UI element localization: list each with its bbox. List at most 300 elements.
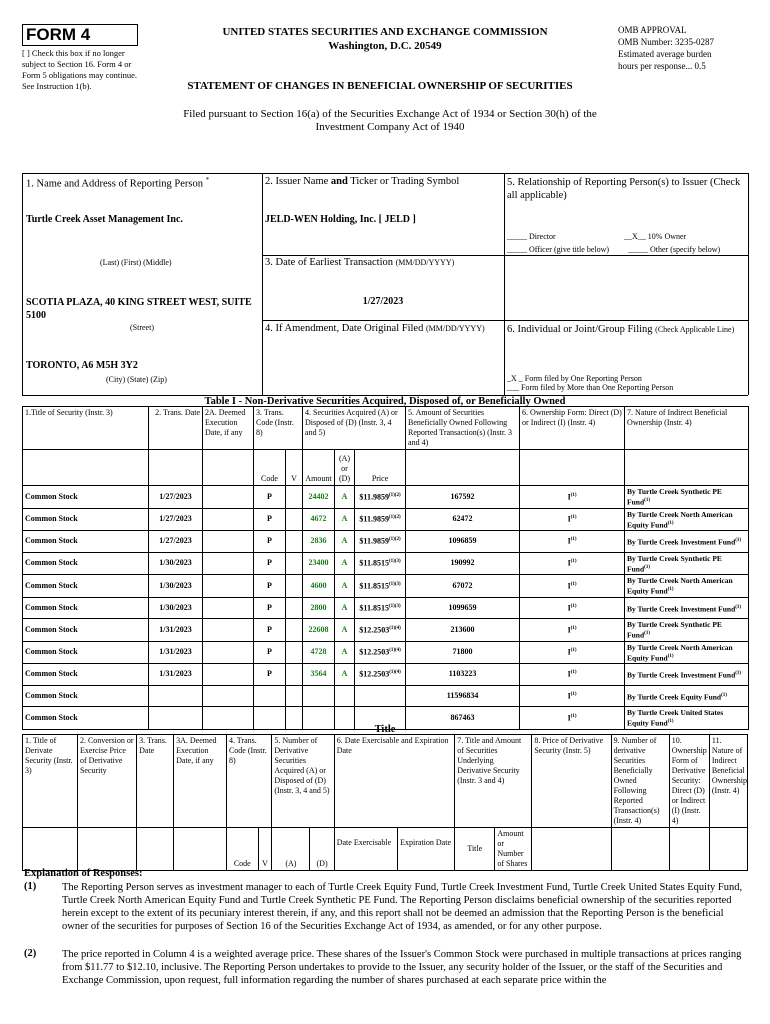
- row-ownership-form-text: I: [567, 559, 571, 569]
- row-ad-text: A: [341, 491, 348, 501]
- row-trans-date-text: 1/31/2023: [159, 624, 192, 634]
- row-form-footnote: (1): [570, 713, 577, 719]
- row-amount-text: 4600: [310, 580, 327, 590]
- row-nature: [625, 575, 749, 598]
- row-security-title-text: Common Stock: [25, 491, 78, 501]
- row-nature-text: By Turtle Creek North American Equity Fund: [627, 509, 733, 529]
- row-v: [286, 685, 303, 707]
- row-nature-text: By Turtle Creek Investment Fund: [627, 604, 736, 613]
- row-ownership-form-text: I: [567, 625, 571, 635]
- row-ownership-form: [520, 508, 625, 531]
- row-nature-footnote: (1): [667, 520, 674, 526]
- row-security-title-text: Common Stock: [25, 690, 78, 700]
- row-nature-text: By Turtle Creek North American Equity Fund: [627, 576, 733, 596]
- row-code: [254, 641, 286, 664]
- row-ownership-form-text: I: [567, 713, 571, 723]
- row-nature-footnote: (1): [735, 604, 742, 610]
- row-security-title: [23, 486, 149, 509]
- row-nature: [625, 641, 749, 664]
- row-price-footnote: (1)(3): [388, 581, 401, 587]
- table-row: [23, 486, 749, 509]
- t2-h8: 8. Price of Derivative Security (Instr. 5): [532, 735, 611, 828]
- row-code: [254, 619, 286, 642]
- row-v: [286, 641, 303, 664]
- row-owned-text: 71800: [452, 647, 473, 657]
- row-ad: [335, 508, 355, 531]
- table2-title: Title: [374, 724, 396, 735]
- row-deemed-date: [203, 552, 254, 575]
- row-price: [355, 552, 406, 575]
- row-ownership-form-text: I: [567, 537, 571, 547]
- row-ownership-form: [520, 486, 625, 509]
- row-deemed-date: [203, 508, 254, 531]
- row-price: [355, 597, 406, 619]
- row-ownership-form-text: I: [567, 603, 571, 613]
- row-v: [286, 508, 303, 531]
- row-owned-text: 1103223: [448, 669, 477, 679]
- row-nature-text: By Turtle Creek Synthetic PE Fund: [627, 553, 722, 573]
- t2-sub-date-ex: Date Exercisable: [334, 828, 397, 871]
- omb-box: [618, 24, 748, 72]
- agency-line2: Washington, D.C. 20549: [328, 40, 442, 52]
- row-deemed-date: [203, 531, 254, 553]
- box6-label: 6. Individual or Joint/Group Filing (Check Applicable Line): [507, 324, 735, 335]
- row-trans-date-text: 1/30/2023: [159, 602, 192, 612]
- row-security-title: [23, 552, 149, 575]
- row-owned-text: 867463: [450, 712, 475, 722]
- row-trans-date: [149, 552, 203, 575]
- row-owned-text: 1096859: [448, 536, 477, 546]
- table1-title: Table I - Non-Derivative Securities Acquired, Disposed of, or Beneficially Owned: [204, 396, 566, 407]
- row-nature-footnote: (1): [667, 719, 674, 724]
- t2-sub-code: Code: [226, 828, 258, 871]
- row-v: [286, 531, 303, 553]
- row-price: [355, 508, 406, 531]
- row-v: [286, 575, 303, 598]
- row-v: [286, 664, 303, 686]
- t1-sub-code: Code: [254, 450, 286, 486]
- table-row: [23, 531, 749, 553]
- row-ad: [335, 531, 355, 553]
- row-owned: [406, 619, 520, 642]
- row-trans-date-text: 1/27/2023: [159, 514, 192, 524]
- table1: [22, 406, 749, 730]
- row-price-footnote: (1)(2): [388, 515, 401, 521]
- row-security-title: [23, 685, 149, 707]
- row-price-footnote: (1)(3): [388, 559, 401, 565]
- t1-h-nature: 7. Nature of Indirect Beneficial Ownership (Instr. 4): [625, 407, 749, 450]
- row-security-title: [23, 597, 149, 619]
- form-title: FORM 4: [26, 25, 91, 44]
- row-nature: [625, 685, 749, 707]
- row-form-footnote: (1): [570, 648, 577, 654]
- t1-h-code: 3. Trans. Code (Instr. 8): [254, 407, 303, 450]
- row-code: [254, 664, 286, 686]
- row-price: [355, 641, 406, 664]
- table-row: [23, 508, 749, 531]
- row-code-text: P: [267, 647, 272, 657]
- row-price-footnote: (1)(4): [389, 648, 401, 654]
- table-row: [23, 575, 749, 598]
- row-security-title-text: Common Stock: [25, 580, 78, 590]
- row-deemed-date: [203, 685, 254, 707]
- row-owned: [406, 597, 520, 619]
- t2-h5: 5. Number of Derivative Securities Acquired (A) or Disposed of (D) (Instr. 3, 4 and 5): [272, 735, 334, 828]
- row-nature-footnote: (1): [735, 538, 742, 543]
- row-ad: [335, 619, 355, 642]
- t2-h1: 1. Title of Derivate Security (Instr. 3): [23, 735, 78, 828]
- row-nature: [625, 486, 749, 509]
- row-form-footnote: (1): [570, 559, 577, 565]
- omb-number: OMB Number: 3235-0287: [618, 37, 714, 47]
- table-row: [23, 552, 749, 575]
- earliest-transaction-date: 1/27/2023: [362, 296, 404, 307]
- row-nature: [625, 508, 749, 531]
- row-deemed-date: [203, 486, 254, 509]
- t1-sub-v: V: [286, 450, 303, 486]
- row-price-footnote: (1)(4): [389, 625, 401, 631]
- row-trans-date-text: 1/30/2023: [159, 580, 192, 590]
- row-security-title-text: Common Stock: [25, 624, 78, 634]
- row-security-title: [23, 619, 149, 642]
- row-price-text: $12.2503: [359, 670, 390, 680]
- row-code: [254, 531, 286, 553]
- row-owned: [406, 508, 520, 531]
- row-amount: [303, 664, 335, 686]
- row-trans-date: [149, 597, 203, 619]
- row-price-text: $11.8515: [359, 581, 389, 591]
- footnote-2: The price reported in Column 4 is a weighted average price. These shares of the Issuer's Common Stock were purchased in multiple transactions at prices ranging from $11.77 to $12.10, inclusive. The Reporting Person undertakes to provide to the Issuer, any security holder of the Issuer, or the staff of the Securities and Exchange Commission, upon request, full information regarding the number of shares purchased at each separate price within the: [62, 949, 742, 986]
- row-amount-text: 23400: [308, 558, 329, 568]
- relationship-officer[interactable]: _____ Officer (give title below): [507, 245, 610, 254]
- table2: [22, 734, 748, 871]
- row-owned: [406, 641, 520, 664]
- row-security-title-text: Common Stock: [25, 558, 78, 568]
- row-price: [355, 619, 406, 642]
- t1-h-title: 1.Title of Security (Instr. 3): [23, 407, 149, 450]
- row-amount: [303, 641, 335, 664]
- row-price-footnote: (1)(2): [388, 537, 401, 543]
- row-security-title-text: Common Stock: [25, 669, 78, 679]
- t2-sub-a: (A): [272, 828, 310, 871]
- explanation-heading: Explanation of Responses:: [24, 868, 143, 879]
- row-price: [355, 575, 406, 598]
- row-amount: [303, 685, 335, 707]
- row-amount-text: 4728: [310, 647, 327, 657]
- row-price-text: $12.2503: [359, 648, 390, 658]
- row-amount-text: 2800: [310, 602, 327, 612]
- row-price-text: $11.9859: [359, 515, 389, 525]
- row-ad-text: A: [341, 558, 348, 568]
- row-nature-text: By Turtle Creek Equity Fund: [627, 692, 722, 701]
- row-trans-date: [149, 619, 203, 642]
- row-deemed-date: [203, 664, 254, 686]
- row-deemed-date: [203, 619, 254, 642]
- row-price: [355, 664, 406, 686]
- row-price: [355, 531, 406, 553]
- t2-h9: 9. Number of derivative Securities Beneficially Owned Following Reported Transaction(s) (Instr. 4): [611, 735, 669, 828]
- row-v: [286, 597, 303, 619]
- table-row: [23, 641, 749, 664]
- row-ad-text: A: [341, 624, 348, 634]
- reporting-person-city: TORONTO, A6 M5H 3Y2: [26, 360, 138, 371]
- row-amount-text: 4672: [310, 514, 327, 524]
- row-v: [286, 486, 303, 509]
- row-price: [355, 486, 406, 509]
- t2-h4: 4. Trans. Code (Instr. 8): [226, 735, 271, 828]
- row-price-footnote: (1)(2): [388, 492, 401, 498]
- row-trans-date-text: 1/27/2023: [159, 536, 192, 546]
- omb-burden-2: hours per response... 0.5: [618, 61, 706, 71]
- row-security-title-text: Common Stock: [25, 602, 78, 612]
- table-row: [23, 664, 749, 686]
- footnote-1-label: (1): [24, 881, 37, 892]
- row-ad-text: A: [341, 647, 348, 657]
- row-amount-text: 24402: [308, 491, 329, 501]
- row-security-title: [23, 531, 149, 553]
- t2-sub-title: Title: [455, 828, 495, 871]
- name-hint: (Last) (First) (Middle): [100, 258, 172, 267]
- row-owned-text: 62472: [452, 514, 473, 524]
- row-nature-text: By Turtle Creek United States Equity Fund: [627, 708, 724, 728]
- t2-sub-v: V: [258, 828, 272, 871]
- relationship-10pct-owner[interactable]: __X__ 10% Owner: [624, 232, 687, 241]
- row-ad: [335, 575, 355, 598]
- row-price-text: $12.2503: [359, 625, 390, 635]
- row-owned-text: 67072: [452, 580, 473, 590]
- row-amount-text: 3564: [310, 669, 327, 679]
- row-amount: [303, 575, 335, 598]
- row-security-title: [23, 664, 149, 686]
- t2-h10: 10. Ownership Form of Derivative Security: Direct (D) or Indirect (I) (Instr. 4): [669, 735, 709, 828]
- row-owned-text: 190992: [450, 558, 475, 568]
- filed-pursuant: Filed pursuant to Section 16(a) of the Securities Exchange Act of 1934 or Section 30(h) of the Investment Company Act of 1940: [183, 108, 597, 133]
- row-security-title-text: Common Stock: [25, 712, 78, 722]
- row-price-text: $11.9859: [359, 537, 389, 547]
- row-trans-date: [149, 641, 203, 664]
- row-ownership-form: [520, 575, 625, 598]
- t2-h2: 2. Conversion or Exercise Price of Derivative Security: [77, 735, 136, 828]
- row-ownership-form: [520, 619, 625, 642]
- row-form-footnote: (1): [570, 603, 577, 609]
- row-code-text: P: [267, 624, 272, 634]
- row-v: [286, 552, 303, 575]
- row-nature: [625, 664, 749, 686]
- row-ad: [335, 597, 355, 619]
- row-code-text: P: [267, 558, 272, 568]
- row-owned-text: 213600: [450, 624, 475, 634]
- t1-sub-price: Price: [355, 450, 406, 486]
- t1-h-date: 2. Trans. Date: [149, 407, 203, 450]
- t2-sub-amount: Amount or Number of Shares: [495, 828, 532, 871]
- row-ad-text: A: [341, 514, 348, 524]
- row-owned: [406, 575, 520, 598]
- t2-sub-d: (D): [310, 828, 334, 871]
- row-price-footnote: (1)(3): [388, 603, 401, 609]
- t2-h3: 3. Trans. Date: [137, 735, 174, 828]
- row-security-title-text: Common Stock: [25, 536, 78, 546]
- box5-label: 5. Relationship of Reporting Person(s) to Issuer (Check all applicable): [507, 177, 741, 201]
- row-ownership-form: [520, 597, 625, 619]
- row-ownership-form-text: I: [567, 581, 571, 591]
- row-amount: [303, 597, 335, 619]
- row-code-text: P: [267, 514, 272, 524]
- row-trans-date: [149, 486, 203, 509]
- row-nature: [625, 531, 749, 553]
- t1-h-deemed: 2A. Deemed Execution Date, if any: [203, 407, 254, 450]
- row-nature-text: By Turtle Creek Investment Fund: [627, 537, 736, 547]
- row-form-footnote: (1): [570, 492, 577, 498]
- row-owned: [406, 552, 520, 575]
- row-code: [254, 575, 286, 598]
- row-price-text: $11.9859: [359, 492, 389, 502]
- city-hint: (City) (State) (Zip): [106, 375, 167, 384]
- row-ownership-form: [520, 641, 625, 664]
- row-ownership-form: [520, 664, 625, 686]
- row-ad: [335, 552, 355, 575]
- relationship-director[interactable]: _____ Director: [507, 232, 556, 241]
- row-trans-date-text: 1/31/2023: [159, 669, 192, 679]
- omb-approval: OMB APPROVAL: [618, 25, 687, 35]
- box2-label: 2. Issuer Name and Ticker or Trading Symbol: [265, 176, 460, 187]
- row-ad: [335, 486, 355, 509]
- row-amount: [303, 531, 335, 553]
- t2-h11: 11. Nature of Indirect Beneficial Ownership (Instr. 4): [709, 735, 747, 828]
- row-trans-date: [149, 575, 203, 598]
- row-nature-text: By Turtle Creek North American Equity Fund: [627, 642, 733, 662]
- row-code-text: P: [267, 491, 272, 501]
- row-price-footnote: (1)(4): [389, 670, 401, 676]
- row-owned: [406, 486, 520, 509]
- row-code: [254, 508, 286, 531]
- t1-sub-ad: (A) or (D): [335, 450, 355, 486]
- row-nature-text: By Turtle Creek Investment Fund: [627, 670, 736, 680]
- t1-h-acquired: 4. Securities Acquired (A) or Disposed of (D) (Instr. 3, 4 and 5): [303, 407, 406, 450]
- street-hint: (Street): [130, 323, 154, 332]
- row-code: [254, 597, 286, 619]
- relationship-other[interactable]: _____ Other (specify below): [628, 245, 721, 254]
- row-nature-footnote: (1): [644, 564, 650, 570]
- row-ad-text: A: [341, 669, 348, 679]
- row-form-footnote: (1): [570, 581, 577, 587]
- row-code: [254, 486, 286, 509]
- row-ownership-form-text: I: [567, 515, 571, 525]
- row-amount: [303, 619, 335, 642]
- row-nature-footnote: (1): [735, 671, 742, 676]
- reporting-person-street: SCOTIA PLAZA, 40 KING STREET WEST, SUITE 5100: [26, 297, 252, 321]
- row-code-text: P: [267, 669, 272, 679]
- row-ad: [335, 641, 355, 664]
- row-deemed-date: [203, 575, 254, 598]
- row-security-title-text: Common Stock: [25, 647, 78, 657]
- row-security-title: [23, 508, 149, 531]
- row-nature-footnote: (1): [721, 692, 727, 698]
- box4-label: 4. If Amendment, Date Original Filed (MM/DD/YYYY): [265, 323, 485, 334]
- row-trans-date: [149, 531, 203, 553]
- row-nature: [625, 552, 749, 575]
- row-owned: [406, 664, 520, 686]
- row-form-footnote: (1): [570, 691, 577, 697]
- row-code-text: P: [267, 602, 272, 612]
- row-nature-text: By Turtle Creek Synthetic PE Fund: [627, 620, 722, 640]
- row-ownership-form-text: I: [567, 648, 571, 658]
- row-nature: [625, 597, 749, 619]
- row-owned-text: 11596834: [446, 690, 479, 700]
- row-price-text: $11.8515: [359, 603, 389, 613]
- row-code: [254, 685, 286, 707]
- row-ownership-form-text: I: [567, 670, 571, 680]
- row-amount: [303, 508, 335, 531]
- t1-h-owned: 5. Amount of Securities Beneficially Owned Following Reported Transaction(s) (Instr. 3 and 4): [406, 407, 520, 450]
- row-owned-text: 167592: [450, 491, 475, 501]
- row-ad-text: A: [341, 602, 348, 612]
- row-deemed-date: [203, 597, 254, 619]
- table-row: [23, 619, 749, 642]
- form-title-box: [22, 24, 138, 46]
- filing-option-more[interactable]: ___ Form filed by More than One Reporting Person: [507, 383, 674, 392]
- row-ownership-form-text: I: [567, 691, 571, 701]
- box1-label: 1. Name and Address of Reporting Person *: [26, 176, 210, 190]
- row-security-title: [23, 575, 149, 598]
- row-nature-footnote: (1): [667, 653, 674, 659]
- row-amount: [303, 486, 335, 509]
- t2-h7: 7. Title and Amount of Securities Underlying Derivative Security (Instr. 3 and 4): [455, 735, 532, 828]
- row-trans-date: [149, 508, 203, 531]
- row-nature-footnote: (1): [644, 631, 650, 636]
- row-ownership-form: [520, 685, 625, 707]
- row-ad-text: A: [341, 580, 348, 590]
- row-ad-text: A: [341, 536, 348, 546]
- row-form-footnote: (1): [570, 670, 577, 676]
- row-nature-footnote: (1): [667, 587, 674, 592]
- reporting-person-name: Turtle Creek Asset Management Inc.: [26, 214, 183, 225]
- row-trans-date: [149, 685, 203, 707]
- box3-label: 3. Date of Earliest Transaction (MM/DD/YYYY): [265, 257, 455, 268]
- row-ad: [335, 685, 355, 707]
- omb-burden-1: Estimated average burden: [618, 49, 712, 59]
- agency-line1: UNITED STATES SECURITIES AND EXCHANGE COMMISSION: [222, 26, 548, 38]
- footnote-1: The Reporting Person serves as investment manager to each of Turtle Creek Equity Fund, Turtle Creek Investment Fund, Turtle Creek United States Equity Fund, Turtle Creek North American Equity Fund and Turtle Creek Synthetic PE Fund. The Reporting Person disclaims beneficial ownership of the securities reported herein except to the extent of its pecuniary interest therein, if any, and this report shall not be deemed an admission that the Reporting Person is the beneficial owner of the securities for purposes of Section 16 of the Securities Exchange Act of 1934, as amended, or for any other purpose.: [62, 882, 743, 932]
- row-price: [355, 685, 406, 707]
- row-nature-footnote: (1): [644, 498, 650, 503]
- row-ad: [335, 664, 355, 686]
- filing-option-one[interactable]: _X _ Form filed by One Reporting Person: [507, 374, 642, 383]
- table-row: [23, 685, 749, 707]
- row-form-footnote: (1): [570, 625, 577, 631]
- row-ownership-form: [520, 531, 625, 553]
- statement-title: STATEMENT OF CHANGES IN BENEFICIAL OWNERSHIP OF SECURITIES: [187, 80, 573, 92]
- row-ownership-form: [520, 552, 625, 575]
- row-amount-text: 22608: [308, 624, 329, 634]
- row-owned-text: 1099659: [448, 602, 477, 612]
- row-trans-date: [149, 664, 203, 686]
- row-nature: [625, 619, 749, 642]
- row-code-text: P: [267, 580, 272, 590]
- row-security-title-text: Common Stock: [25, 514, 78, 524]
- t1-sub-amount: Amount: [303, 450, 335, 486]
- row-amount-text: 2836: [310, 536, 327, 546]
- t2-h6: 6. Date Exercisable and Expiration Date: [334, 735, 454, 828]
- row-ownership-form-text: I: [567, 492, 571, 502]
- row-form-footnote: (1): [570, 515, 577, 521]
- row-code: [254, 552, 286, 575]
- row-trans-date-text: 1/27/2023: [159, 491, 192, 501]
- row-owned: [406, 531, 520, 553]
- row-security-title: [23, 641, 149, 664]
- check-box-text[interactable]: [ ] Check this box if no longer subject to Section 16. Form 4 or Form 5 obligations may continue. See Instruction 1(b).: [22, 48, 137, 91]
- row-form-footnote: (1): [570, 537, 577, 543]
- issuer-name: JELD-WEN Holding, Inc. [ JELD ]: [265, 214, 416, 225]
